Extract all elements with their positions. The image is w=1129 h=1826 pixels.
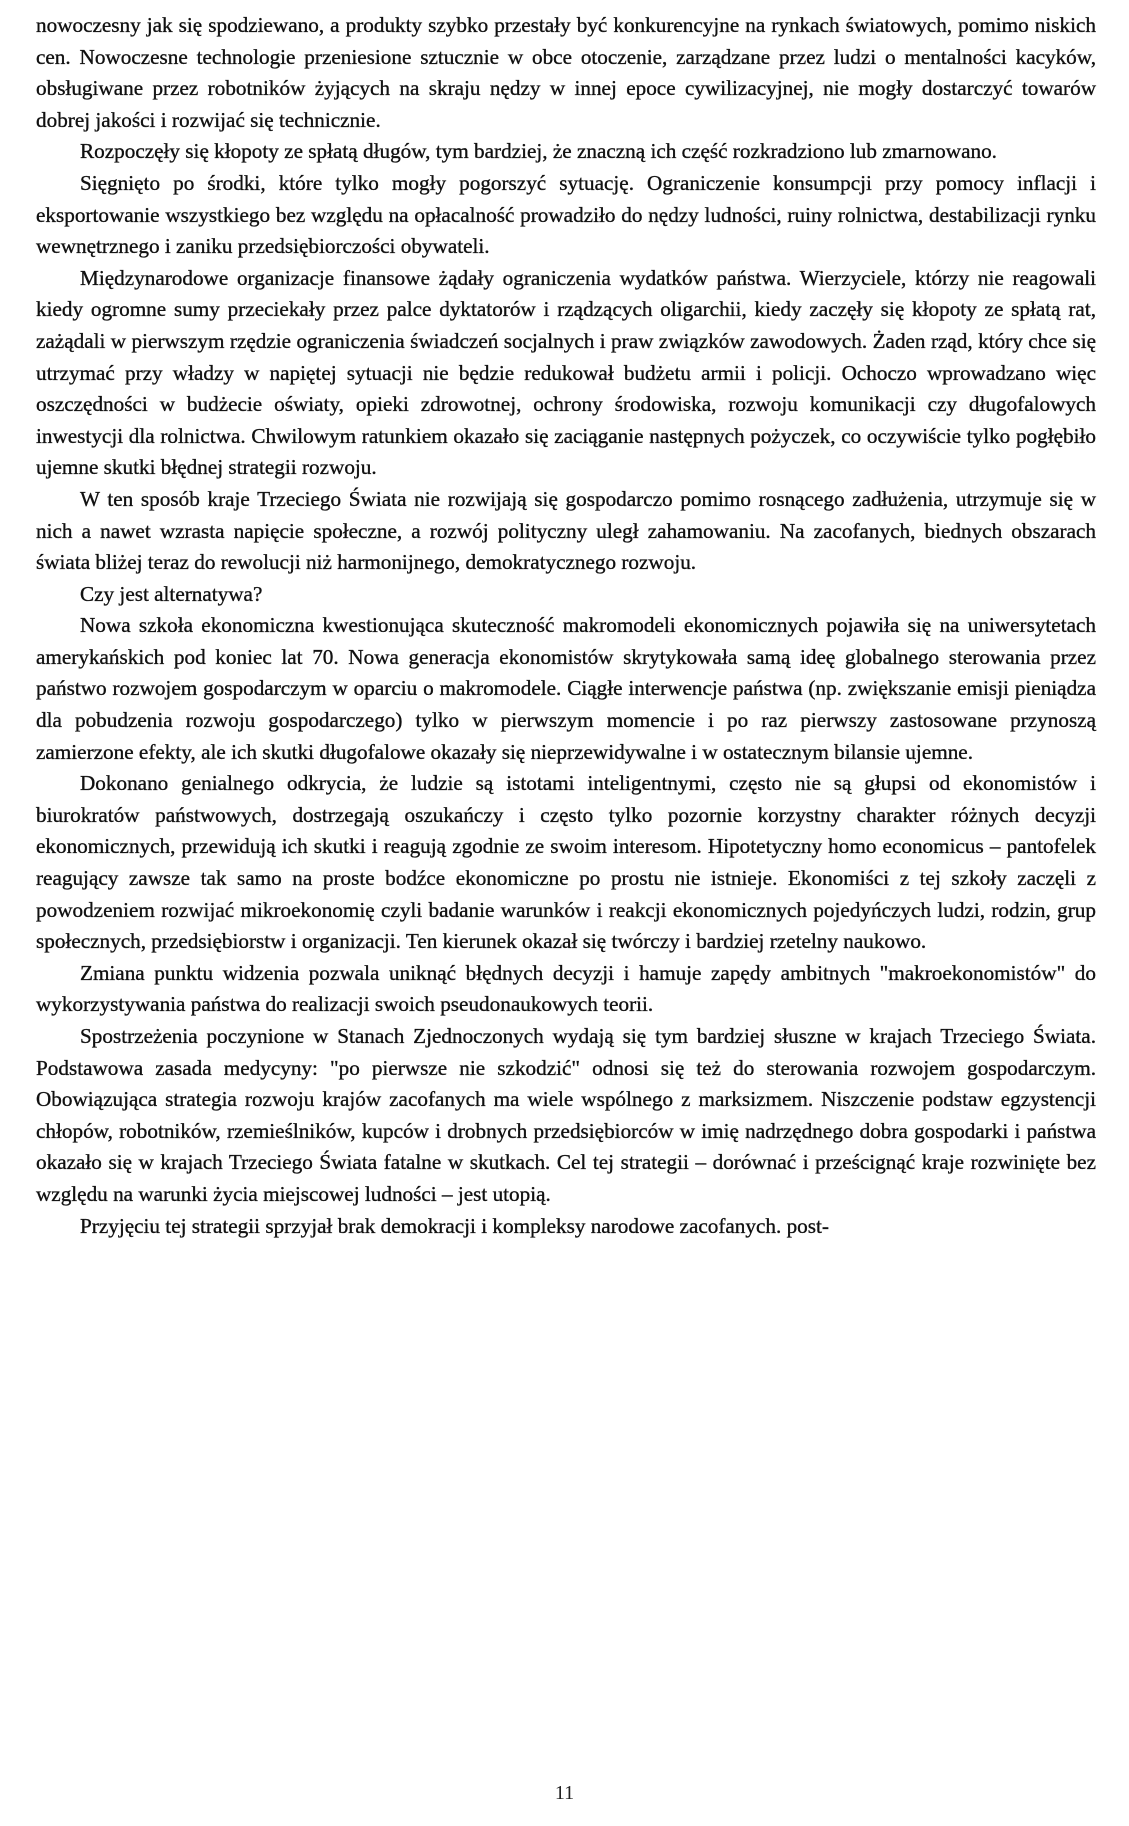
paragraph: Dokonano genialnego odkrycia, że ludzie są istotami inteligentnymi, często nie są głupsi od ekonomistów i biurokratów państwowych, dostrzegają oszukańczy i często tylko pozornie korzystny charakter różnych decyzji ekonomicznych, przewidują ich skutki i reagują zgodnie ze swoim interesom. Hipotetyczny homo economicus – pantofelek reagujący zawsze tak samo na proste bodźce ekonomiczne po prostu nie istnieje. Ekonomiści z tej szkoły zaczęli z powodzeniem rozwijać mikroekonomię czyli badanie warunków i reakcji ekonomicznych pojedyńczych ludzi, rodzin, grup społecznych, przedsiębiorstw i organizacji. Ten kierunek okazał się twórczy i bardziej rzetelny naukowo.	[36, 771, 1096, 954]
paragraph: Sięgnięto po środki, które tylko mogły pogorszyć sytuację. Ograniczenie konsumpcji przy pomocy inflacji i eksportowanie wszystkiego bez względu na opłacalność prowadziło do nędzy ludności, ruiny rolnictwa, destabilizacji rynku wewnętrznego i zaniku przedsiębiorczości obywateli.	[36, 170, 1096, 259]
paragraph: Rozpoczęły się kłopoty ze spłatą długów, tym bardziej, że znaczną ich część rozkradziono lub zmarnowano.	[80, 139, 997, 164]
paragraph: Zmiana punktu widzenia pozwala uniknąć błędnych decyzji i hamuje zapędy ambitnych "makroekonomistów" do wykorzystywania państwa do realizacji swoich pseudonaukowych teorii.	[36, 960, 1096, 1017]
page-text	[36, 10, 1096, 1810]
question-line: Czy jest alternatywa?	[80, 581, 263, 606]
page-number: 11	[554, 1782, 575, 1804]
paragraph: W ten sposób kraje Trzeciego Świata nie rozwijają się gospodarczo pomimo rosnącego zadłużenia, utrzymuje się w nich a nawet wzrasta napięcie społeczne, a rozwój polityczny uległ zahamowaniu. Na zacofanych, biednych obszarach świata bliżej teraz do rewolucji niż harmonijnego, demokratycznego rozwoju.	[36, 486, 1096, 575]
paragraph: Spostrzeżenia poczynione w Stanach Zjednoczonych wydają się tym bardziej słuszne w krajach Trzeciego Świata. Podstawowa zasada medycyny: "po pierwsze nie szkodzić" odnosi się też do sterowania rozwojem gospodarczym. Obowiązująca strategia rozwoju krajów zacofanych ma wiele wspólnego z marksizmem. Niszczenie podstaw egzystencji chłopów, robotników, rzemieślników, kupców i drobnych przedsiębiorców w imię nadrzędnego dobra gospodarki i państwa okazało się w krajach Trzeciego Świata fatalne w skutkach. Cel tej strategii – dorównać i prześcignąć kraje rozwinięte bez względu na warunki życia miejscowej ludności – jest utopią.	[36, 1024, 1096, 1206]
paragraph: Nowa szkoła ekonomiczna kwestionująca skuteczność makromodeli ekonomicznych pojawiła się na uniwersytetach amerykańskich pod koniec lat 70. Nowa generacja ekonomistów skrytykowała samą ideę globalnego sterowania przez państwo rozwojem gospodarczym w oparciu o makromodele. Ciągłe interwencje państwa (np. zwiększanie emisji pieniądza dla pobudzenia rozwoju gospodarczego) tylko w pierwszym momencie i po raz pierwszy zastosowane przynoszą zamierzone efekty, ale ich skutki długofalowe okazały się nieprzewidywalne i w ostatecznym bilansie ujemne.	[36, 613, 1096, 764]
paragraph-continues: Przyjęciu tej strategii sprzyjał brak demokracji i kompleksy narodowe zacofanych. post-	[80, 1213, 829, 1238]
paragraph-continuation: nowoczesny jak się spodziewano, a produkty szybko przestały być konkurencyjne na rynkach światowych, pomimo niskich cen. Nowoczesne technologie przeniesione sztucznie w obce otoczenie, zarządzane przez ludzi o mentalności kacyków, obsługiwane przez robotników żyjących na skraju nędzy w innej epoce cywilizacyjnej, nie mogły dostarczyć towarów dobrej jakości i rozwijać się technicznie.	[36, 13, 1096, 132]
paragraph: Międzynarodowe organizacje finansowe żądały ograniczenia wydatków państwa. Wierzyciele, którzy nie reagowali kiedy ogromne sumy przeciekały przez palce dyktatorów i rządzących oligarchii, kiedy zaczęły się kłopoty ze spłatą rat, zażądali w pierwszym rzędzie ograniczenia świadczeń socjalnych i praw związków zawodowych. Żaden rząd, który chce się utrzymać przy władzy w napiętej sytuacji nie będzie redukował budżetu armii i policji. Ochoczo wprowadzano więc oszczędności w budżecie oświaty, opieki zdrowotnej, ochrony środowiska, rozwoju komunikacji czy długofalowych inwestycji dla rolnictwa. Chwilowym ratunkiem okazało się zaciąganie następnych pożyczek, co oczywiście tylko pogłębiło ujemne skutki błędnej strategii rozwoju.	[36, 265, 1096, 480]
